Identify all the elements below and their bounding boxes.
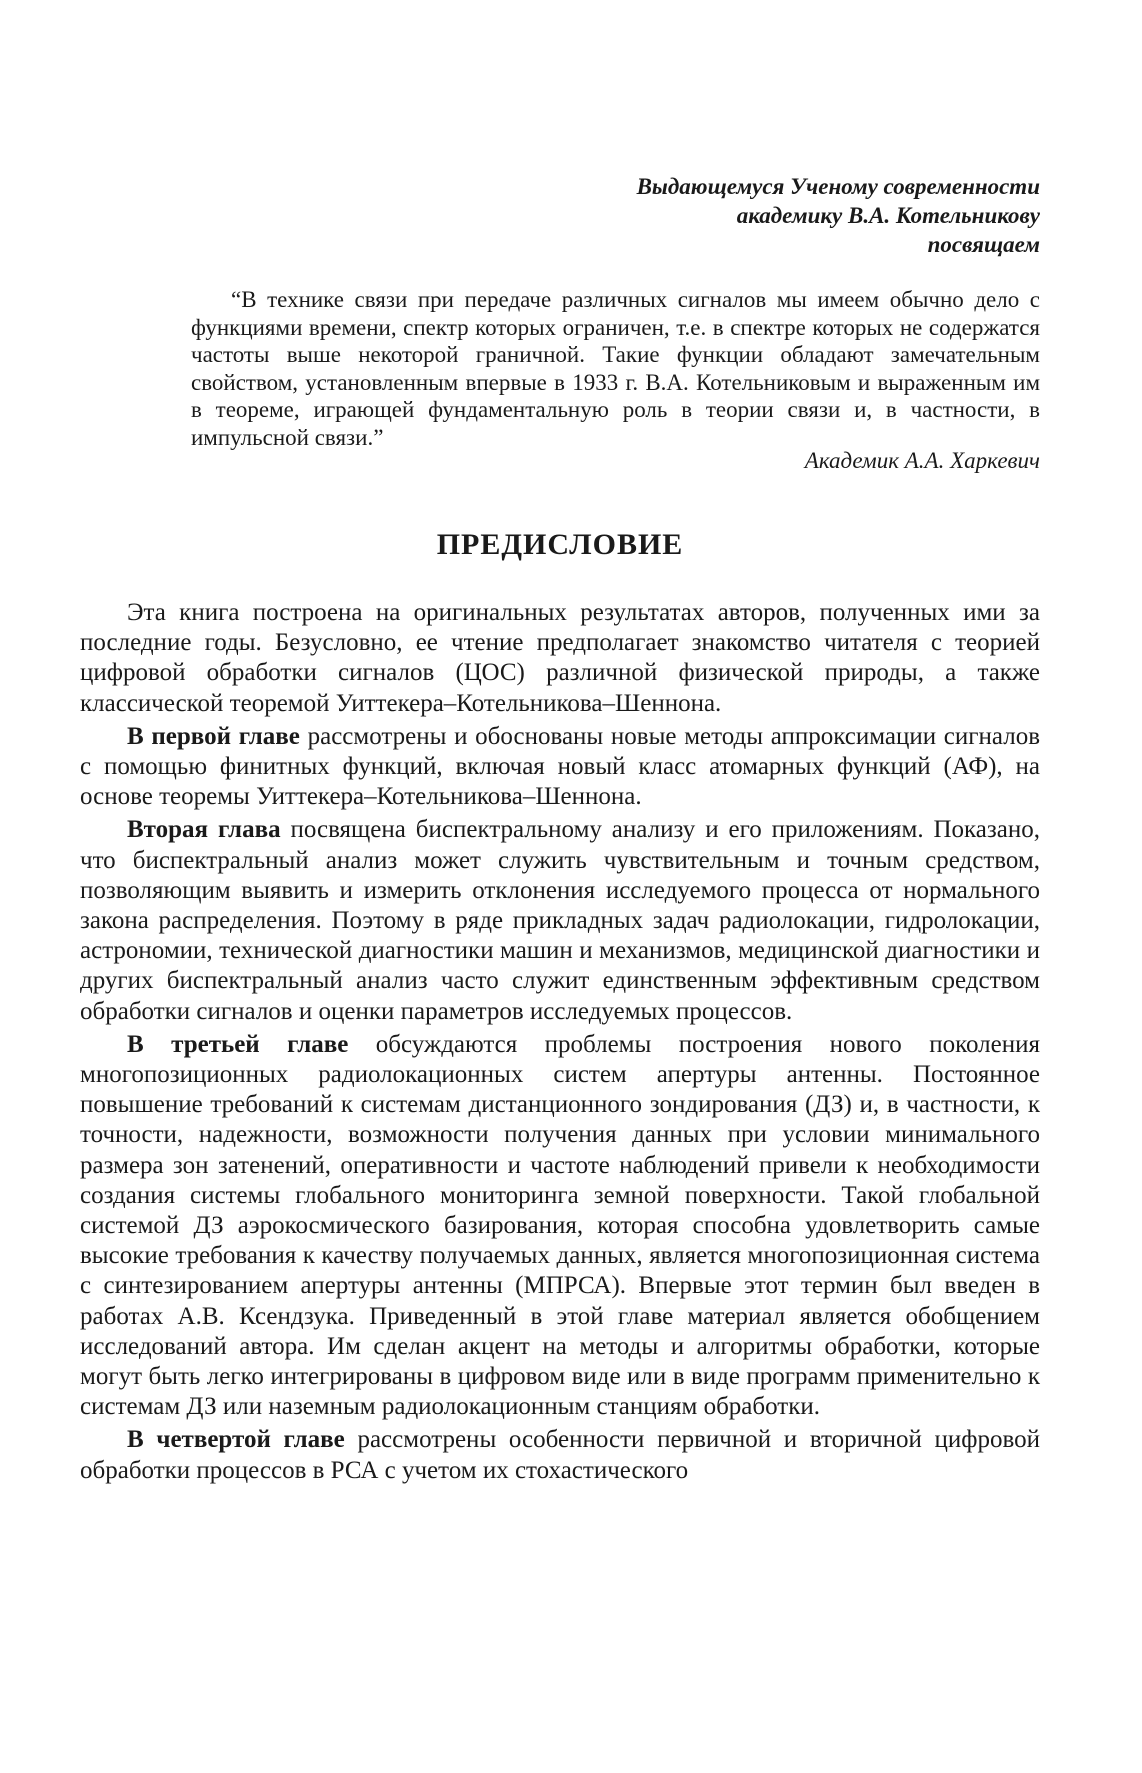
paragraph-chapter-1 bbox=[80, 722, 1040, 813]
dedication-line-2: академику В.А. Котельникову bbox=[736, 203, 1040, 228]
paragraph-chapter-2 bbox=[80, 815, 1040, 1026]
epigraph-author: Академик А.А. Харкевич bbox=[804, 448, 1040, 473]
chapter-1-lead: В первой главе bbox=[127, 722, 300, 750]
preface-body bbox=[80, 598, 1040, 1489]
dedication bbox=[637, 172, 1040, 259]
epigraph bbox=[191, 286, 1040, 475]
chapter-1-text: рассмотрены и обоснованы новые методы аппроксимации сигналов с помощью финитных функций, включая новый класс атомарных функций (АФ), на основе теоремы Уиттекера–Котельникова–Шеннона. bbox=[80, 722, 1041, 811]
chapter-2-text: посвящена биспектральному анализу и его приложениям. Показано, что биспектральный анализ может служить чувствительным и точным средством, позволяющим выявить и измерить отклонения исследуемого процесса от нормального закона распределения. Поэтому в ряде прикладных задач радиолокации, гидролокации, астрономии, технической диагностики машин и механизмов, медицинской диагностики и других биспектральный анализ часто служит единственным эффективным средством обработки сигналов и оценки параметров исследуемых процессов. bbox=[80, 816, 1041, 1025]
epigraph-quote: “В технике связи при передаче различных сигналов мы имеем обычно дело с функциями времени, спектр которых ограничен, т.е. в спектре которых не содержатся частоты выше некоторой граничной. Такие функции обладают замечательным свойством, установленным впервые в 1933 г. В.А. Котельниковым и выраженным им в теореме, играющей фундаментальную роль в теории связи и, в частности, в импульсной связи.” bbox=[191, 287, 1040, 450]
dedication-line-1: Выдающемуся Ученому современности bbox=[636, 174, 1040, 199]
paragraph-chapter-3 bbox=[80, 1030, 1040, 1423]
paragraph-intro: Эта книга построена на оригинальных результатах авторов, полученных ими за последние годы. Безусловно, ее чтение предполагает знакомство читателя с теорией цифровой обработки сигналов (ЦОС) различной физической природы, а также классической теоремой Уиттекера–Котельникова–Шеннона. bbox=[80, 599, 1040, 717]
section-title: ПРЕДИСЛОВИЕ bbox=[436, 528, 684, 561]
chapter-2-lead: Вторая глава bbox=[127, 816, 281, 844]
paragraph-chapter-4 bbox=[80, 1425, 1040, 1485]
chapter-4-lead: В четвертой главе bbox=[127, 1426, 345, 1454]
chapter-3-lead: В третьей главе bbox=[127, 1030, 349, 1058]
chapter-4-text: рассмотрены особенности первичной и вторичной цифровой обработки процессов в РСА с учетом их стохастического bbox=[80, 1426, 1040, 1484]
chapter-3-text: обсуждаются проблемы построения нового поколения многопозиционных радиолокационных систем апертуры антенны. Постоянное повышение требований к системам дистанционного зондирования (ДЗ) и, в частности, к точности, надежности, возможности получения данных при условии минимального размера зон затенений, оперативности и частоте наблюдений привели к необходимости создания системы глобального мониторинга земной поверхности. Такой глобальной системой ДЗ аэрокосмического базирования, которая способна удовлетворить самые высокие требования к качеству получаемых данных, является многопозиционная система с синтезированием апертуры антенны (МПРСА). Впервые этот термин был введен в работах А.В. Ксендзука. Приведенный в этой главе материал является обобщением исследований автора. Им сделан акцент на методы и алгоритмы обработки, которые могут быть легко интегрированы в цифровом виде или в виде программ применительно к системам ДЗ или наземным радиолокационным станциям обработки. bbox=[80, 1030, 1040, 1421]
dedication-line-3: посвящаем bbox=[927, 232, 1040, 257]
